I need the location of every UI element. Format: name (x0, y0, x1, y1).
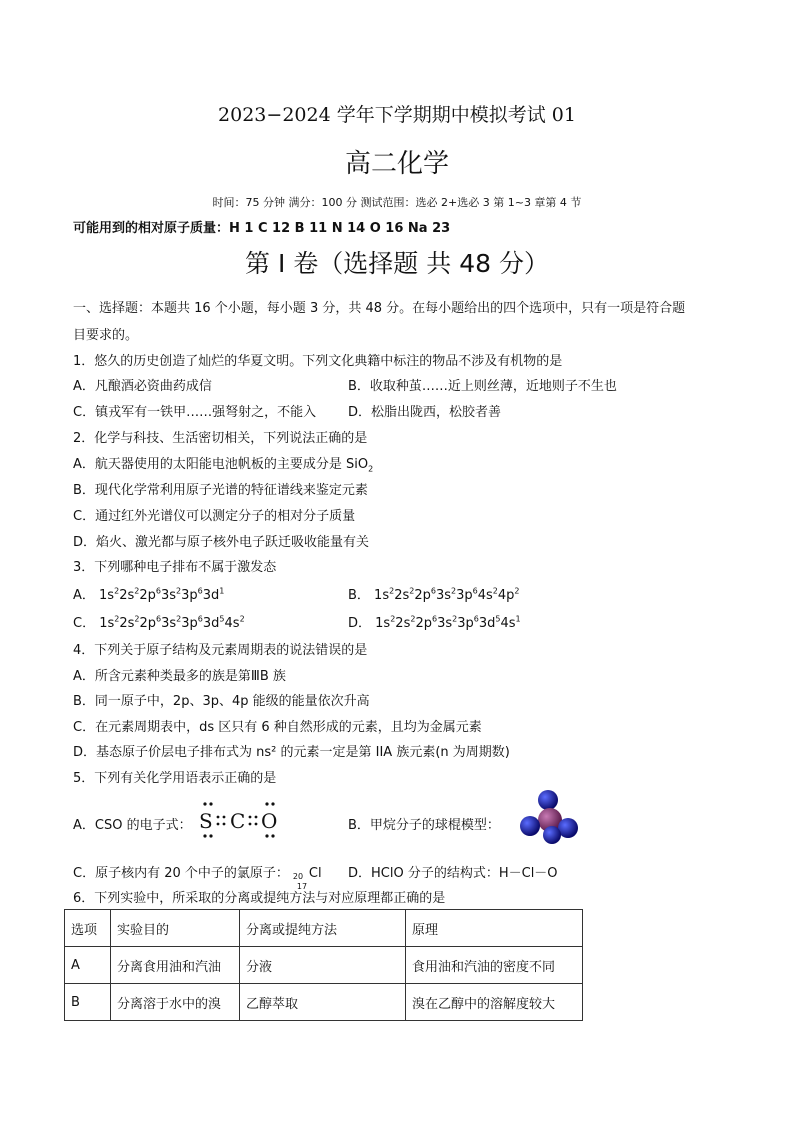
methane-ball-stick-model (518, 788, 582, 846)
q1-stem: 1．悠久的历史创造了灿烂的华夏文明。下列文化典籍中标注的物品不涉及有机物的是 (73, 354, 563, 369)
q1-option-b: B．收取种茧……近上则丝薄，近地则子不生也 (348, 379, 617, 394)
atomic-masses: 可能用到的相对原子质量：H 1 C 12 B 11 N 14 O 16 Na 23 (73, 221, 451, 236)
q5-option-c: C．原子核内有 20 个中子的氯原子： 20 17 Cl (73, 866, 322, 891)
q5-option-a: A．CSO 的电子式： (73, 818, 192, 833)
q5-option-d: D．HClO 分子的结构式：H－Cl－O (348, 866, 558, 881)
exam-meta: 时间：75 分钟 满分：100 分 测试范围：选必 2+选必 3 第 1~3 章第 4 节 (212, 196, 582, 209)
q4-option-a: A．所含元素种类最多的族是第ⅢB 族 (73, 669, 286, 684)
q5-option-b: B．甲烷分子的球棍模型： (348, 818, 500, 833)
table-cell: 乙醇萃取 (240, 984, 406, 1021)
q2-option-a: A．航天器使用的太阳能电池帆板的主要成分是 SiO$_2$ (73, 457, 374, 474)
q4-option-b: B．同一原子中，2p、3p、4p 能级的能量依次升高 (73, 694, 370, 709)
q2-option-c: C．通过红外光谱仪可以测定分子的相对分子质量 (73, 509, 356, 524)
q3-option-b: B． $1s^22s^22p^63s^23p^64s^24p^2$ (348, 586, 520, 603)
q6-stem: 6．下列实验中，所采取的分离或提纯方法与对应原理都正确的是 (73, 891, 446, 906)
q3-option-d: D． $1s^22s^22p^63s^23p^63d^54s^1$ (348, 614, 521, 631)
q4-option-d: D．基态原子价层电子排布式为 ns² 的元素一定是第 IIA 族元素(n 为周期数) (73, 745, 510, 760)
q4-stem: 4．下列关于原子结构及元素周期表的说法错误的是 (73, 643, 368, 658)
table-row (65, 947, 583, 984)
q1-option-d: D．松脂出陇西，松胶者善 (348, 405, 502, 420)
table-cell: B (65, 984, 111, 1021)
table-header-row (65, 910, 583, 947)
table-header-cell: 实验目的 (111, 910, 240, 947)
q5-stem: 5．下列有关化学用语表示正确的是 (73, 771, 277, 786)
section-title: 第 I 卷（选择题 共 48 分） (245, 249, 549, 278)
atom-o: O (261, 809, 278, 833)
table-cell: 食用油和汽油的密度不同 (406, 947, 583, 984)
q3-option-c: C． $1s^22s^22p^63s^23p^63d^54s^2$ (73, 614, 245, 631)
table-header-cell: 选项 (65, 910, 111, 947)
q1-option-a: A．凡酿酒必资曲药成信 (73, 379, 212, 394)
q6-table (64, 909, 583, 1021)
q3-option-a: A． $1s^22s^22p^63s^23p^63d^1$ (73, 586, 225, 603)
hydrogen-ball (520, 816, 540, 836)
table-header-cell: 分离或提纯方法 (240, 910, 406, 947)
atom-s: S (199, 809, 213, 833)
table-cell: 分离食用油和汽油 (111, 947, 240, 984)
table-cell: 分离溶于水中的溴 (111, 984, 240, 1021)
atom-c: C (230, 809, 246, 833)
exam-title: 2023−2024 学年下学期期中模拟考试 01 (218, 104, 576, 126)
q2-option-b: B．现代化学常利用原子光谱的特征谱线来鉴定元素 (73, 483, 368, 498)
q2-stem: 2．化学与科技、生活密切相关，下列说法正确的是 (73, 431, 368, 446)
instructions-line-2: 目要求的。 (73, 328, 139, 343)
instructions-line-1: 一、选择题：本题共 16 个小题，每小题 3 分，共 48 分。在每小题给出的四个选项中，只有一项是符合题 (73, 301, 686, 316)
hydrogen-ball (543, 826, 561, 844)
hydrogen-ball (538, 790, 558, 810)
q1-option-c: C．镇戎军有一铁甲……强弩射之，不能入 (73, 405, 317, 420)
table-header-cell: 原理 (406, 910, 583, 947)
q3-stem: 3．下列哪种电子排布不属于激发态 (73, 560, 277, 575)
q4-option-c: C．在元素周期表中，ds 区只有 6 种自然形成的元素，且均为金属元素 (73, 720, 482, 735)
table-cell: A (65, 947, 111, 984)
cso-electron-formula (195, 800, 287, 840)
table-cell: 分液 (240, 947, 406, 984)
subject-title: 高二化学 (344, 149, 449, 179)
table-cell: 溴在乙醇中的溶解度较大 (406, 984, 583, 1021)
table-row (65, 984, 583, 1021)
q2-option-d: D．焰火、激光都与原子核外电子跃迁吸收能量有关 (73, 535, 370, 550)
